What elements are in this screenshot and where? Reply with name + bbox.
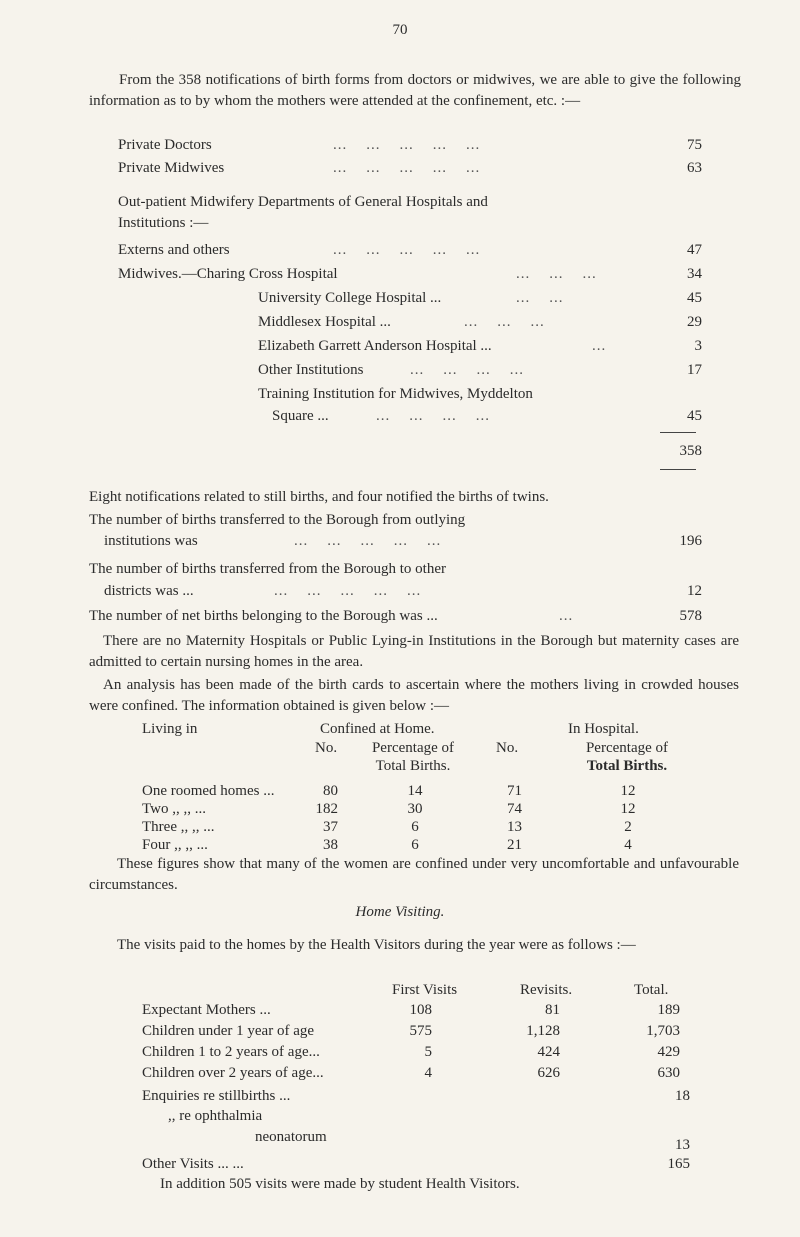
total-rule-top xyxy=(660,432,696,433)
charing-cross-row xyxy=(118,263,708,285)
maternity-note: There are no Maternity Hospitals or Public Lying-in Institutions in the Borough but maternity cases are admitted to certain nursing homes in the area. xyxy=(89,633,739,670)
private-midwives-value: 63 xyxy=(687,160,702,176)
living-row-hosp-no: 71 xyxy=(507,783,522,799)
leader-dots: ... ... ... ... ... xyxy=(333,160,481,176)
total-rule-bottom xyxy=(660,469,696,470)
outpatient-heading xyxy=(118,191,738,213)
living-row-hosp-pct: 12 xyxy=(620,783,636,799)
living-row-hosp-no: 21 xyxy=(507,837,522,853)
private-doctors-row xyxy=(118,134,708,156)
university-college-value: 45 xyxy=(687,290,702,306)
visit-row-revisits: 626 xyxy=(537,1065,560,1081)
middlesex-row xyxy=(258,311,708,333)
leader-dots: ... ... ... xyxy=(464,314,545,330)
visit-row-total: 189 xyxy=(657,1002,680,1018)
transferred-from-text-2: districts was ... xyxy=(104,583,194,599)
transferred-to-text-1: The number of births transferred to the Borough from outlying xyxy=(89,512,466,528)
living-row-home-no: 37 xyxy=(323,819,338,835)
visit-row-label: Children over 2 years of age... xyxy=(142,1065,324,1081)
living-row-hosp-pct: 2 xyxy=(624,819,632,835)
col-confined-at-home: Confined at Home. xyxy=(320,721,435,737)
training-line1-row xyxy=(258,383,708,405)
ophthalmia-label: ,, re ophthalmia xyxy=(168,1108,263,1124)
university-college-row xyxy=(258,287,708,309)
addition-note: In addition 505 visits were made by student Health Visitors. xyxy=(160,1176,520,1192)
visit-row-first: 108 xyxy=(409,1002,432,1018)
leader-dots: ... ... ... ... xyxy=(410,362,524,378)
outpatient-heading-line2: Institutions :— xyxy=(118,215,209,231)
stillbirths-total: 18 xyxy=(675,1088,690,1104)
col-home-no: No. xyxy=(315,740,338,756)
living-row-home-pct: 6 xyxy=(411,819,419,835)
living-row-home-pct: 6 xyxy=(411,837,419,853)
col-total: Total. xyxy=(634,982,669,998)
col-living-in: Living in xyxy=(142,721,198,737)
visit-row-label: Children under 1 year of age xyxy=(142,1023,315,1039)
university-college-label: University College Hospital ... xyxy=(258,290,442,306)
visit-row-label: Expectant Mothers ... xyxy=(142,1002,271,1018)
transferred-to-line1 xyxy=(89,509,709,531)
elizabeth-garrett-value: 3 xyxy=(694,338,702,354)
leader-dots: ... ... xyxy=(516,290,564,306)
living-row-hosp-no: 74 xyxy=(507,801,522,817)
other-institutions-row xyxy=(258,359,708,381)
visit-row-label: Children 1 to 2 years of age... xyxy=(142,1044,320,1060)
visit-row-first: 575 xyxy=(409,1023,432,1039)
living-table-note: These figures show that many of the women are confined under very uncomfortable and unfavourable circumstances. xyxy=(89,856,739,893)
other-institutions-label: Other Institutions xyxy=(258,362,364,378)
living-row-home-pct: 14 xyxy=(407,783,423,799)
other-visits-label: Other Visits ... ... xyxy=(142,1156,244,1172)
col-first-visits: First Visits xyxy=(392,982,458,998)
neonatorum-total: 13 xyxy=(675,1137,690,1153)
other-visits-total: 165 xyxy=(667,1156,690,1172)
training-line1: Training Institution for Midwives, Myddelton xyxy=(258,386,533,402)
leader-dots: ... ... ... ... xyxy=(376,408,490,424)
elizabeth-garrett-row xyxy=(258,335,708,357)
living-row-label: Four ,, ,, ... xyxy=(142,837,208,853)
total-row xyxy=(620,440,710,462)
visit-row-first: 5 xyxy=(424,1044,432,1060)
intro-paragraph: From the 358 notifications of birth forms from doctors or midwives, we are able to give the following information as to by whom the mothers were attended at the confinement, etc. :— xyxy=(89,72,741,109)
leader-dots: ... ... ... ... ... xyxy=(333,137,481,153)
col-revisits: Revisits. xyxy=(520,982,573,998)
leader-dots: ... ... ... xyxy=(516,266,597,282)
training-line2-value: 45 xyxy=(687,408,702,424)
private-doctors-value: 75 xyxy=(687,137,702,153)
middlesex-label: Middlesex Hospital ... xyxy=(258,314,391,330)
outpatient-heading-line1: Out-patient Midwifery Departments of General Hospitals and xyxy=(118,194,488,210)
visit-row-total: 429 xyxy=(657,1044,680,1060)
elizabeth-garrett-label: Elizabeth Garrett Anderson Hospital ... xyxy=(258,338,492,354)
visit-row-total: 1,703 xyxy=(646,1023,680,1039)
transferred-from-line1 xyxy=(89,558,709,580)
living-row-hosp-no: 13 xyxy=(507,819,522,835)
living-row-home-no: 182 xyxy=(315,801,338,817)
training-line2-row xyxy=(272,405,708,427)
externs-value: 47 xyxy=(687,242,702,258)
leader-dots: ... ... ... ... ... xyxy=(294,533,442,549)
leader-dots: ... ... ... ... ... xyxy=(333,242,481,258)
charing-cross-value: 34 xyxy=(687,266,702,282)
visit-row-revisits: 1,128 xyxy=(526,1023,560,1039)
charing-cross-label: Charing Cross Hospital xyxy=(196,266,338,282)
living-row-home-no: 80 xyxy=(323,783,338,799)
transferred-to-value: 196 xyxy=(679,533,702,549)
externs-label: Externs and others xyxy=(118,242,230,258)
living-row-hosp-pct: 4 xyxy=(624,837,632,853)
twins-note: Eight notifications related to still births, and four notified the births of twins. xyxy=(89,489,549,505)
col-hosp-pct-line2: Total Births. xyxy=(586,758,668,774)
page-number: 70 xyxy=(392,22,408,38)
living-row-label: Two ,, ,, ... xyxy=(142,801,206,817)
col-hosp-pct-line1: Percentage of xyxy=(585,740,669,756)
transferred-to-text-2: institutions was xyxy=(104,533,198,549)
transferred-to-line2 xyxy=(104,530,710,552)
living-row-label: One roomed homes ... xyxy=(142,783,275,799)
outpatient-heading-2 xyxy=(118,212,418,234)
col-home-pct-line1: Percentage of xyxy=(371,740,455,756)
living-row-home-no: 38 xyxy=(323,837,338,853)
private-midwives-row xyxy=(118,157,708,179)
attendance-total: 358 xyxy=(679,443,702,459)
analysis-note: An analysis has been made of the birth cards to ascertain where the mothers living in crowded houses were confined. The information obtained is given below :— xyxy=(89,677,739,714)
transferred-from-value: 12 xyxy=(687,583,702,599)
leader-dots: ... xyxy=(592,338,607,354)
externs-row xyxy=(118,239,708,261)
training-line2-label: Square ... xyxy=(272,408,329,424)
net-births-value: 578 xyxy=(679,608,702,624)
other-institutions-value: 17 xyxy=(687,362,702,378)
midwives-prefix: Midwives.— xyxy=(118,266,197,282)
stillbirths-label: Enquiries re stillbirths ... xyxy=(142,1088,291,1104)
transferred-from-line2 xyxy=(104,580,710,602)
visit-row-first: 4 xyxy=(424,1065,432,1081)
private-midwives-label: Private Midwives xyxy=(118,160,225,176)
col-home-pct-line2: Total Births. xyxy=(375,758,451,774)
home-visiting-intro: The visits paid to the homes by the Health Visitors during the year were as follows :— xyxy=(117,937,636,953)
home-visiting-heading: Home Visiting. xyxy=(355,904,445,920)
living-row-hosp-pct: 12 xyxy=(620,801,636,817)
col-in-hospital: In Hospital. xyxy=(568,721,639,737)
living-row-home-pct: 30 xyxy=(407,801,423,817)
leader-dots: ... ... ... ... ... xyxy=(274,583,422,599)
neonatorum-label: neonatorum xyxy=(255,1129,327,1145)
visit-row-total: 630 xyxy=(657,1065,680,1081)
net-births-row xyxy=(89,605,709,627)
leader-dots: ... xyxy=(559,608,574,624)
net-births-label: The number of net births belonging to the Borough was ... xyxy=(89,608,438,624)
col-hosp-no: No. xyxy=(496,740,519,756)
visit-row-revisits: 424 xyxy=(537,1044,560,1060)
transferred-from-text-1: The number of births transferred from the Borough to other xyxy=(89,561,446,577)
living-row-label: Three ,, ,, ... xyxy=(142,819,215,835)
visit-row-revisits: 81 xyxy=(545,1002,560,1018)
middlesex-value: 29 xyxy=(687,314,702,330)
private-doctors-label: Private Doctors xyxy=(118,137,212,153)
charing-cross-label-wrap xyxy=(118,263,338,285)
